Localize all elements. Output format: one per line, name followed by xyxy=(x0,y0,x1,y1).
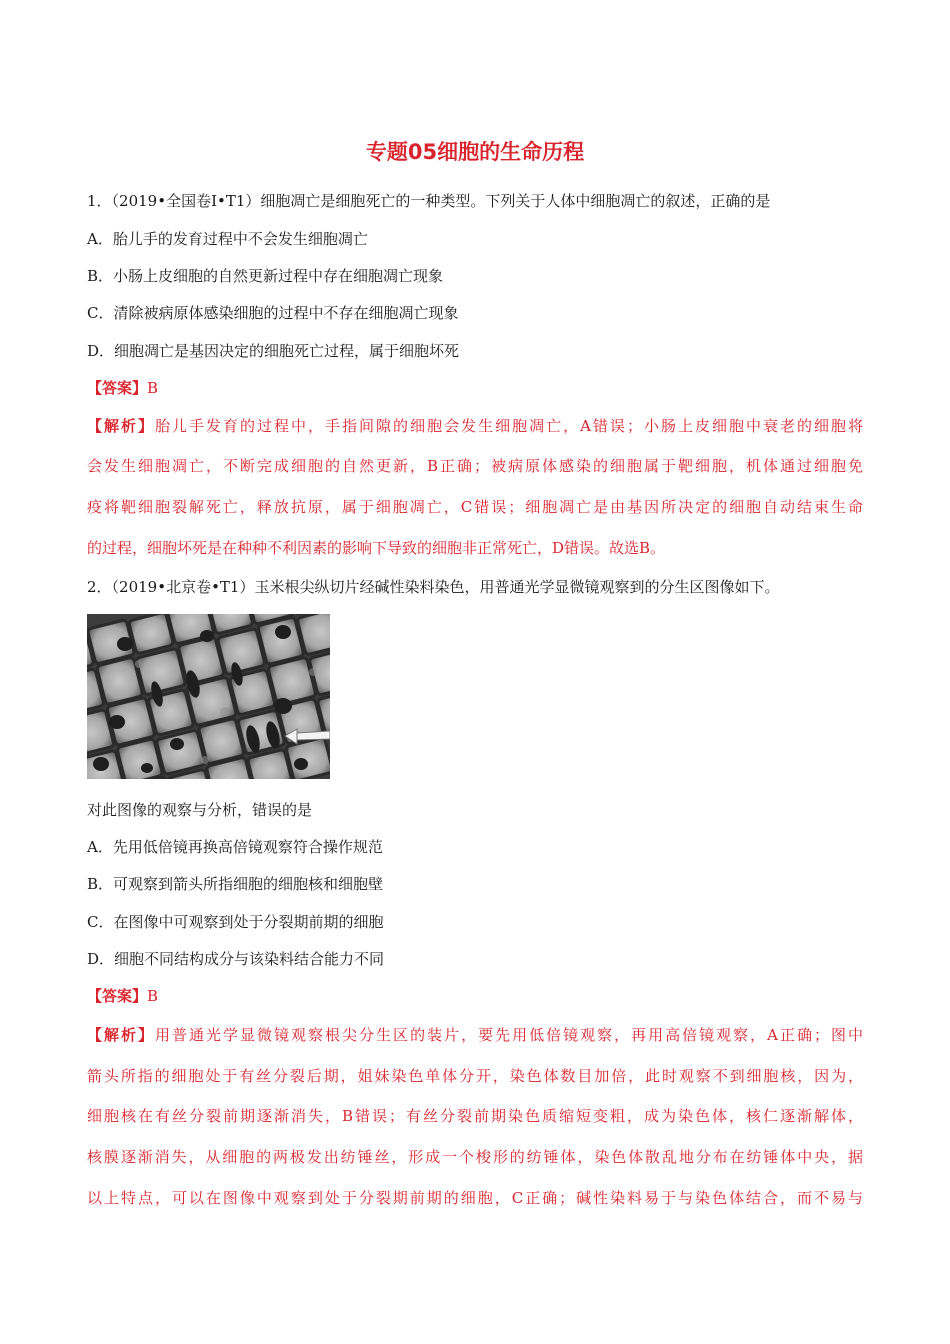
q1-analysis-line-1 xyxy=(87,416,863,436)
q2-analysis-line-2: 箭头所指的细胞处于有丝分裂后期，姐妹染色单体分开，染色体数目加倍，此时观察不到细胞核，因为， xyxy=(87,1067,863,1085)
q2-analysis-line-1 xyxy=(87,1025,863,1045)
q2-analysis-line-3: 细胞核在有丝分裂前期逐渐消失，B错误；有丝分裂前期染色质缩短变粗，成为染色体，核仁逐渐解体， xyxy=(87,1107,863,1125)
q2-option-b: B．可观察到箭头所指细胞的细胞核和细胞壁 xyxy=(87,875,384,893)
q2-option-d: D．细胞不同结构成分与该染料结合能力不同 xyxy=(87,950,385,968)
q1-analysis-line-2: 会发生细胞凋亡，不断完成细胞的自然更新，B正确；被病原体感染的细胞属于靶细胞，机体通过细胞免 xyxy=(87,457,863,475)
q1-analysis-text-1: 胎儿手发育的过程中，手指间隙的细胞会发生细胞凋亡，A错误；小肠上皮细胞中衰老的细胞将 xyxy=(155,417,863,435)
q1-answer-value: B xyxy=(147,379,159,397)
q2-answer-tag: 【答案】 xyxy=(87,987,148,1005)
q1-option-d: D．细胞凋亡是基因决定的细胞死亡过程，属于细胞坏死 xyxy=(87,342,460,360)
q2-option-c: C．在图像中可观察到处于分裂期前期的细胞 xyxy=(87,913,384,931)
q2-stem: 2．（2019•北京卷•T1）玉米根尖纵切片经碱性染料染色，用普通光学显微镜观察到的分生区图像如下。 xyxy=(87,578,780,596)
q2-answer-value: B xyxy=(147,987,159,1005)
page-title: 专题05细胞的生命历程 xyxy=(365,140,585,164)
q1-stem: 1．（2019•全国卷Ⅰ•T1）细胞凋亡是细胞死亡的一种类型。下列关于人体中细胞凋亡的叙述，正确的是 xyxy=(87,192,771,210)
q1-option-b: B．小肠上皮细胞的自然更新过程中存在细胞凋亡现象 xyxy=(87,267,444,285)
q2-prompt: 对此图像的观察与分析，错误的是 xyxy=(87,801,313,819)
q2-analysis-line-4: 核膜逐渐消失，从细胞的两极发出纺锤丝，形成一个梭形的纺锤体，染色体散乱地分布在纺锤体中央，据 xyxy=(87,1148,863,1166)
q2-analysis-line-5: 以上特点，可以在图像中观察到处于分裂期前期的细胞，C正确；碱性染料易于与染色体结合，而不易与 xyxy=(87,1189,863,1207)
q1-analysis-tag: 【解析】 xyxy=(87,417,156,435)
micrograph-image xyxy=(87,614,330,779)
q2-analysis-text-1: 用普通光学显微镜观察根尖分生区的装片，要先用低倍镜观察，再用高倍镜观察，A正确；图中 xyxy=(155,1026,863,1044)
q1-option-a: A．胎儿手的发育过程中不会发生细胞凋亡 xyxy=(87,230,368,248)
q1-analysis-line-4: 的过程，细胞坏死是在种种不利因素的影响下导致的细胞非正常死亡，D错误。故选B。 xyxy=(87,539,666,557)
q2-analysis-tag: 【解析】 xyxy=(87,1026,156,1044)
q2-option-a: A．先用低倍镜再换高倍镜观察符合操作规范 xyxy=(87,838,383,856)
q1-answer-tag: 【答案】 xyxy=(87,379,148,397)
q2-answer xyxy=(87,986,158,1006)
q1-answer xyxy=(87,378,158,398)
q1-option-c: C．清除被病原体感染细胞的过程中不存在细胞凋亡现象 xyxy=(87,304,459,322)
q1-analysis-line-3: 疫将靶细胞裂解死亡，释放抗原，属于细胞凋亡，C错误；细胞凋亡是由基因所决定的细胞自动结束生命 xyxy=(87,498,863,516)
